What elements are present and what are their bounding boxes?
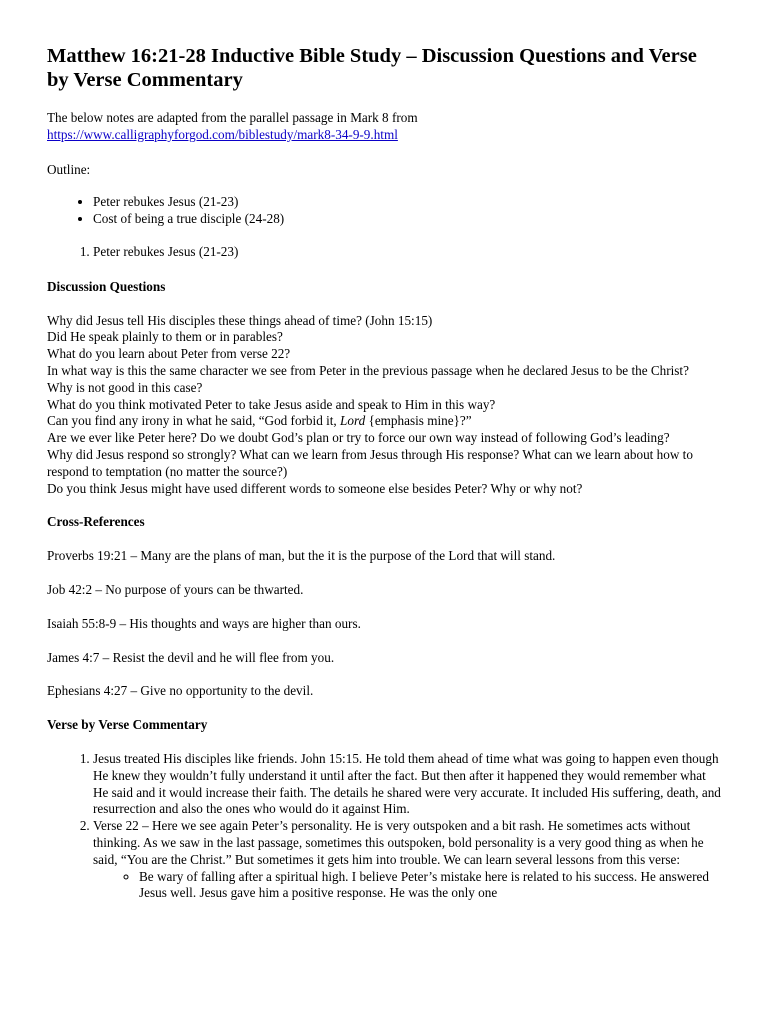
commentary-text: Verse 22 – Here we see again Peter’s personality. He is very outspoken and a bit rash. He sometimes acts without thinking. As we saw in the last passage, sometimes this outspoken, bold personality is a very good thing as when he said, “You are the Christ.” But sometimes it gets him into trouble. We can learn several lessons from this verse:: [93, 818, 704, 867]
commentary-list: [47, 751, 722, 902]
question: What do you learn about Peter from verse 22?: [47, 346, 291, 362]
question-text: {emphasis mine}?”: [365, 413, 472, 429]
question: In what way is this the same character we see from Peter in the previous passage when he declared Jesus to be the Christ?: [47, 362, 689, 378]
question: Why did Jesus tell His disciples these things ahead of time? (John 15:15): [47, 312, 433, 328]
intro-paragraph: [47, 110, 722, 144]
crossref-item: Job 42:2 – No purpose of yours can be thwarted.: [47, 581, 304, 597]
outline-label: Outline:: [47, 161, 91, 177]
commentary-sublist: [93, 869, 722, 903]
commentary-item: 1. Jesus treated His disciples like friends. John 15:15. He told them ahead of time what was going to happen even though He knew they wouldn’t fully understand it until after the fact. But then after it happened they would remember what He said and it would increase their faith. The details he shared were very accurate. It included His suffering, death, and resurrection and also the ones who would do it against Him.: [93, 751, 722, 818]
intro-text: The below notes are adapted from the parallel passage in Mark 8 from: [47, 110, 418, 125]
outline-item: • Cost of being a true disciple (24-28): [93, 211, 722, 228]
question: Are we ever like Peter here? Do we doubt God’s plan or try to force our own way instead of following God’s leading?: [47, 430, 670, 446]
commentary-heading: Verse by Verse Commentary: [47, 717, 208, 733]
crossref-item: Ephesians 4:27 – Give no opportunity to the devil.: [47, 683, 314, 699]
discussion-heading: Discussion Questions: [47, 278, 166, 294]
crossref-item: Proverbs 19:21 – Many are the plans of man, but the it is the purpose of the Lord that will stand.: [47, 548, 556, 564]
question: Did He speak plainly to them or in parables?: [47, 329, 283, 345]
crossref-item: James 4:7 – Resist the devil and he will flee from you.: [47, 649, 335, 665]
question-emphasis: Lord: [340, 413, 366, 429]
question-text: Can you find any irony in what he said, “God forbid it,: [47, 413, 341, 429]
crossref-heading: Cross-References: [47, 514, 145, 530]
section-item: 1. Peter rebukes Jesus (21-23): [93, 244, 722, 261]
question: What do you think motivated Peter to take Jesus aside and speak to Him in this way?: [47, 396, 496, 412]
section-list: [47, 244, 722, 261]
page-title: Matthew 16:21-28 Inductive Bible Study – Discussion Questions and Verse by Verse Commentary: [47, 45, 697, 91]
question: Why is not good in this case?: [47, 379, 203, 395]
commentary-item: [93, 818, 722, 902]
question: [47, 413, 722, 430]
outline-item: • Peter rebukes Jesus (21-23): [93, 194, 722, 211]
outline-list: [47, 194, 722, 228]
discussion-questions: [47, 313, 722, 498]
question: Do you think Jesus might have used different words to someone else besides Peter? Why or why not?: [47, 480, 583, 496]
source-link[interactable]: https://www.calligraphyforgod.com/biblestudy/mark8-34-9-9.html: [47, 126, 398, 142]
crossref-item: Isaiah 55:8-9 – His thoughts and ways are higher than ours.: [47, 615, 361, 631]
commentary-subitem: ◦ Be wary of falling after a spiritual high. I believe Peter’s mistake here is related to his success. He answered Jesus well. Jesus gave him a positive response. He was the only one: [139, 869, 722, 903]
question: Why did Jesus respond so strongly? What can we learn from Jesus through His response? What can we learn about how to respond to temptation (no matter the source?): [47, 446, 693, 479]
